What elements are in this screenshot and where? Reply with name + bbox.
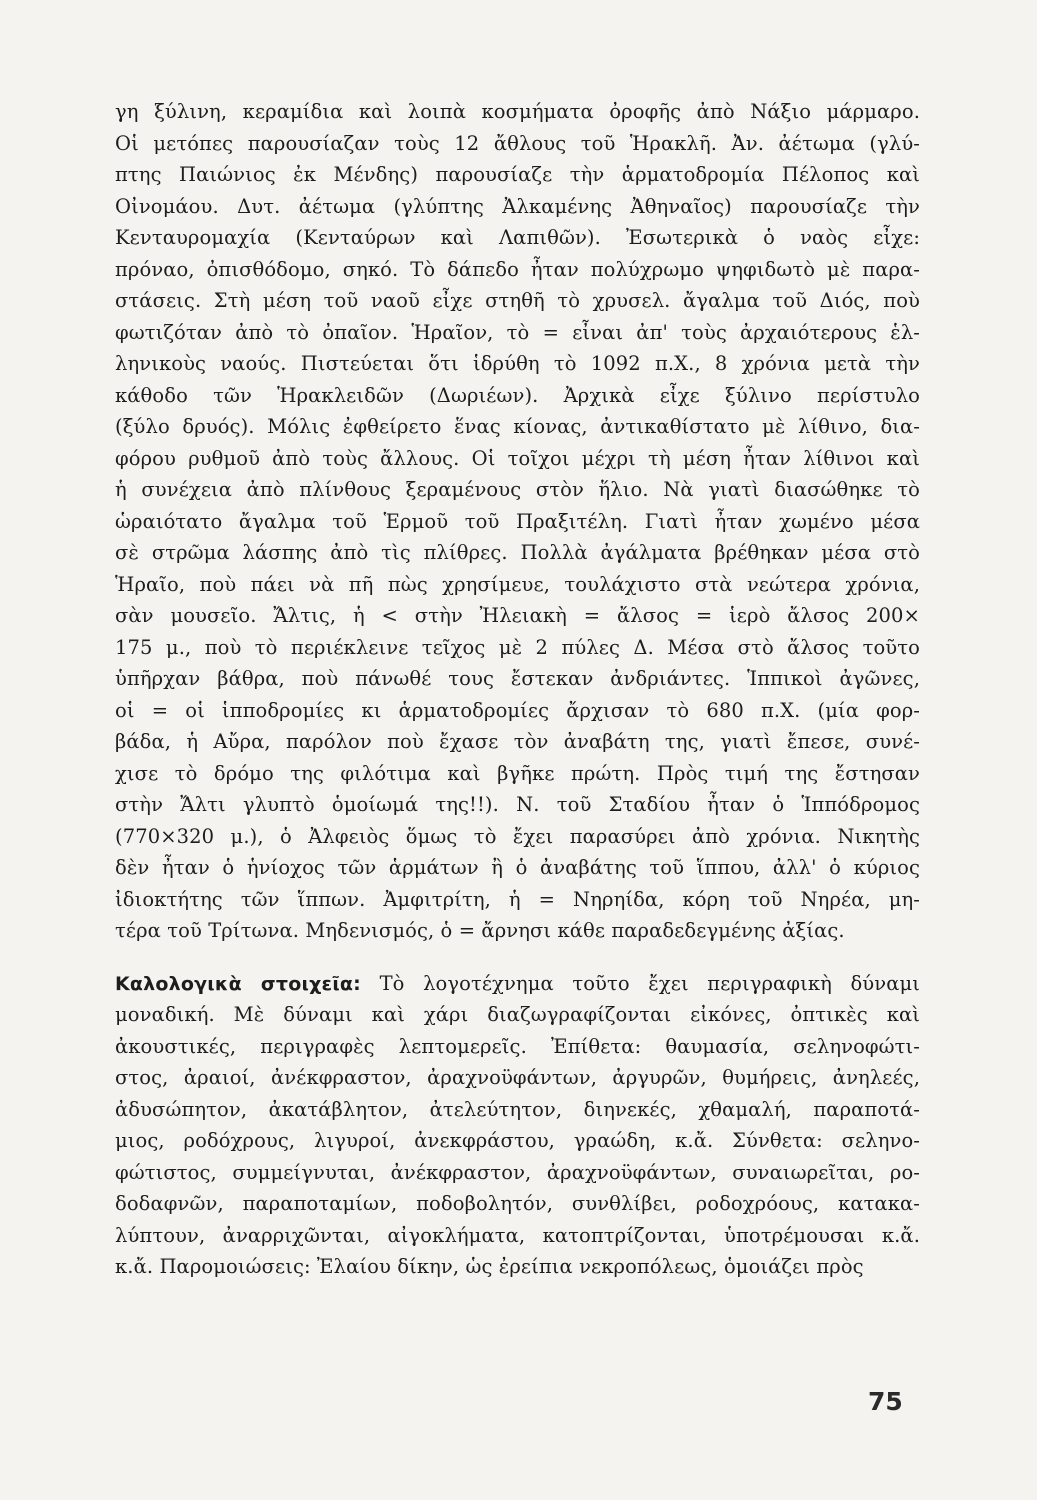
heading-line-text: Τὸ λογοτέχνημα τοῦτο ἔχει περιγραφικὴ δύναμι: [379, 971, 920, 995]
text-line: στὴν Ἄλτι γλυπτὸ ὁμοίωμά της!!). Ν. τοῦ Σταδίου ἦταν ὁ Ἱππόδρομος: [115, 793, 920, 816]
text-line: μοναδική. Μὲ δύναμι καὶ χάρι διαζωγραφίζονται εἰκόνες, ὀπτικὲς καὶ: [115, 1003, 920, 1026]
text-line: φώτιστος, συμμείγνυται, ἀνέκφραστον, ἀραχνοϋφάντων, συναιωρεῖται, ρο-: [115, 1160, 920, 1184]
text-line: κάθοδο τῶν Ἡρακλειδῶν (Δωριέων). Ἀρχικὰ εἶχε ξύλινο περίστυλο: [115, 383, 920, 407]
paragraph-gap: [115, 947, 920, 968]
text-line: ἀδυσώπητον, ἀκατάβλητον, ἀτελεύτητον, διηνεκές, χθαμαλή, παραποτά-: [115, 1097, 920, 1121]
text-line: πρόναο, ὀπισθόδομο, σηκό. Τὸ δάπεδο ἦταν πολύχρωμο ψηφιδωτὸ μὲ παρα-: [115, 257, 920, 281]
text-line: στος, ἀραιοί, ἀνέκφραστον, ἀραχνοϋφάντων, ἀργυρῶν, θυμήρεις, ἀνηλεές,: [115, 1066, 920, 1089]
text-line: ὑπῆρχαν βάθρα, ποὺ πάνωθέ τους ἔστεκαν ἀνδριάντες. Ἱππικοὶ ἀγῶνες,: [115, 667, 920, 690]
text-line: Ἡραῖο, ποὺ πάει νὰ πῆ πὼς χρησίμευε, τουλάχιστο στὰ νεώτερα χρόνια,: [115, 572, 920, 596]
text-line: ἰδιοκτήτης τῶν ἵππων. Ἀμφιτρίτη, ἡ = Νηρηίδα, κόρη τοῦ Νηρέα, μη-: [115, 887, 920, 911]
text-line: (770×320 μ.), ὁ Ἀλφειὸς ὅμως τὸ ἔχει παρασύρει ἀπὸ χρόνια. Νικητὴς: [115, 824, 920, 848]
text-line: τέρα τοῦ Τρίτωνα. Μηδενισμός, ὁ = ἄρνησι κάθε παραδεδεγμένης ἀξίας.: [115, 919, 845, 942]
text-line: στάσεις. Στὴ μέση τοῦ ναοῦ εἶχε στηθῆ τὸ χρυσελ. ἄγαλμα τοῦ Διός, ποὺ: [115, 289, 920, 312]
text-line: ὡραιότατο ἄγαλμα τοῦ Ἑρμοῦ τοῦ Πραξιτέλη. Γιατὶ ἦταν χωμένο μέσα: [115, 509, 920, 533]
section-heading: Καλολογικὰ στοιχεῖα:: [115, 972, 361, 995]
body-text: [115, 96, 920, 1283]
text-line: γη ξύλινη, κεραμίδια καὶ λοιπὰ κοσμήματα ὀροφῆς ἀπὸ Νάξιο μάρμαρο.: [115, 100, 920, 123]
text-line: Οἱ μετόπες παρουσίαζαν τοὺς 12 ἄθλους τοῦ Ἡρακλῆ. Ἀν. ἀέτωμα (γλύ-: [115, 131, 920, 155]
text-line: (ξύλο δρυός). Μόλις ἐφθείρετο ἕνας κίονας, ἀντικαθίστατο μὲ λίθινο, δια-: [115, 415, 920, 438]
text-line: ληνικοὺς ναούς. Πιστεύεται ὅτι ἱδρύθη τὸ 1092 π.Χ., 8 χρόνια μετὰ τὴν: [115, 352, 920, 375]
text-line: πτης Παιώνιος ἐκ Μένδης) παρουσίαζε τὴν ἁρματοδρομία Πέλοπος καὶ: [115, 163, 920, 186]
paragraph-2: [115, 968, 920, 1283]
text-line: λύπτουν, ἀναρριχῶνται, αἰγοκλήματα, κατοπτρίζονται, ὑποτρέμουσαι κ.ἄ.: [115, 1223, 920, 1247]
text-line: μιος, ροδόχρους, λιγυροί, ἀνεκφράστου, γραώδη, κ.ἄ. Σύνθετα: σεληνο-: [115, 1129, 920, 1152]
text-line: φωτιζόταν ἀπὸ τὸ ὀπαῖον. Ἡραῖον, τὸ = εἶναι ἀπ' τοὺς ἀρχαιότερους ἑλ-: [115, 320, 920, 344]
text-line: σὰν μουσεῖο. Ἄλτις, ἡ < στὴν Ἠλειακὴ = ἄλσος = ἱερὸ ἄλσος 200×: [115, 604, 920, 627]
text-line: Κενταυρομαχία (Κενταύρων καὶ Λαπιθῶν). Ἐσωτερικὰ ὁ ναὸς εἶχε:: [115, 226, 920, 249]
text-line: ἀκουστικές, περιγραφὲς λεπτομερεῖς. Ἐπίθετα: θαυμασία, σεληνοφώτι-: [115, 1034, 920, 1058]
page-number: 75: [868, 1387, 903, 1416]
text-line: κ.ἄ. Παρομοιώσεις: Ἐλαίου δίκην, ὡς ἐρείπια νεκροπόλεως, ὁμοιάζει πρὸς: [115, 1255, 864, 1278]
text-line: Οἰνομάου. Δυτ. ἀέτωμα (γλύπτης Ἀλκαμένης Ἀθηναῖος) παρουσίαζε τὴν: [115, 194, 920, 218]
text-line: οἱ = οἱ ἱπποδρομίες κι ἁρματοδρομίες ἄρχισαν τὸ 680 π.Χ. (μία φορ-: [115, 698, 920, 722]
text-line: [115, 968, 920, 1000]
text-line: σὲ στρῶμα λάσπης ἀπὸ τὶς πλίθρες. Πολλὰ ἀγάλματα βρέθηκαν μέσα στὸ: [115, 541, 920, 564]
text-line: χισε τὸ δρόμο της φιλότιμα καὶ βγῆκε πρώτη. Πρὸς τιμή της ἔστησαν: [115, 761, 920, 785]
text-line: δὲν ἦταν ὁ ἡνίοχος τῶν ἁρμάτων ἢ ὁ ἀναβάτης τοῦ ἵππου, ἀλλ' ὁ κύριος: [115, 856, 920, 879]
paragraph-1: [115, 96, 920, 947]
text-line: 175 μ., ποὺ τὸ περιέκλεινε τεῖχος μὲ 2 πύλες Δ. Μέσα στὸ ἄλσος τοῦτο: [115, 635, 920, 659]
text-line: φόρου ρυθμοῦ ἀπὸ τοὺς ἄλλους. Οἱ τοῖχοι μέχρι τὴ μέση ἦταν λίθινοι καὶ: [115, 446, 920, 470]
text-line: βάδα, ἡ Αὔρα, παρόλον ποὺ ἔχασε τὸν ἀναβάτη της, γιατὶ ἔπεσε, συνέ-: [115, 730, 920, 753]
text-line: δοδαφνῶν, παραποταμίων, ποδοβολητόν, συνθλίβει, ροδοχρόους, κατακα-: [115, 1192, 920, 1215]
text-line: ἡ συνέχεια ἀπὸ πλίνθους ξεραμένους στὸν ἥλιο. Νὰ γιατὶ διασώθηκε τὸ: [115, 478, 920, 501]
